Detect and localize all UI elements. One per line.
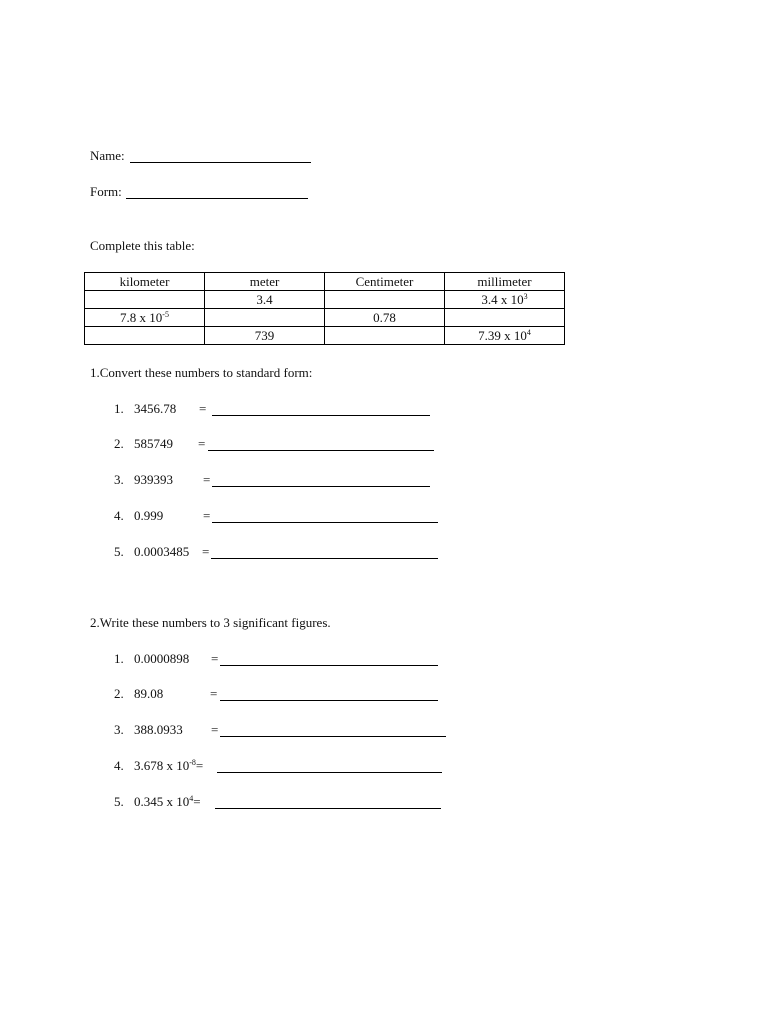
answer-line[interactable] [212,415,430,416]
table-cell[interactable]: 739 [205,327,325,345]
conversion-table [84,272,565,345]
answer-line[interactable] [220,736,446,737]
equals-sign: = [199,401,207,416]
list-item: 5. 0.0003485 [114,544,190,559]
table-row [85,327,565,345]
table-cell[interactable] [325,291,445,309]
equals-sign: = [211,722,219,737]
table-header-cell: millimeter [445,273,565,291]
list-item: 4. 0.999 [114,508,164,523]
answer-line[interactable] [215,808,441,809]
table-header-cell: Centimeter [325,273,445,291]
list-item: 1. 3456.78 [114,401,177,416]
list-item: 4. 3.678 x $10^{-8}=$ [114,758,204,773]
table-cell[interactable] [325,327,445,345]
section1-title: 1.Convert these numbers to standard form: [90,365,313,380]
answer-line[interactable] [211,558,438,559]
table-header-cell: kilometer [85,273,205,291]
table-cell[interactable]: 7.8 x $10^{-5}$ [85,309,205,327]
answer-line[interactable] [217,772,442,773]
table-cell[interactable]: 7.39 x $10^4$ [445,327,565,345]
equals-sign: = [203,472,211,487]
equals-sign: = [203,508,211,523]
list-item: 2. 89.08 [114,686,164,701]
list-item: 3. 388.0933 [114,722,183,737]
table-cell[interactable] [85,291,205,309]
list-item: 2. 585749 [114,436,173,451]
table-cell[interactable]: 3.4 [205,291,325,309]
form-label: Form: [90,184,122,199]
equals-sign: = [211,651,219,666]
equals-sign: = [210,686,218,701]
table-instruction: Complete this table: [90,238,195,253]
list-item: 1. 0.0000898 [114,651,190,666]
name-answer-line[interactable] [130,162,311,163]
table-cell[interactable]: 3.4 x $10^3$ [445,291,565,309]
answer-line[interactable] [220,700,438,701]
table-header-row [85,273,565,291]
equals-sign: = [202,544,210,559]
answer-line[interactable] [212,522,438,523]
table-row [85,309,565,327]
table-cell[interactable]: 0.78 [325,309,445,327]
list-item: 5. 0.345 x $10^4=$ [114,794,201,809]
form-answer-line[interactable] [126,198,308,199]
answer-line[interactable] [208,450,434,451]
equals-sign: = [198,436,206,451]
table-cell[interactable] [445,309,565,327]
table-row [85,291,565,309]
table-cell[interactable] [85,327,205,345]
table-header-cell: meter [205,273,325,291]
answer-line[interactable] [212,486,430,487]
table-cell[interactable] [205,309,325,327]
section2-title: 2.Write these numbers to 3 significant figures. [90,615,331,630]
answer-line[interactable] [220,665,438,666]
name-label: Name: [90,148,125,163]
list-item: 3. 939393 [114,472,173,487]
